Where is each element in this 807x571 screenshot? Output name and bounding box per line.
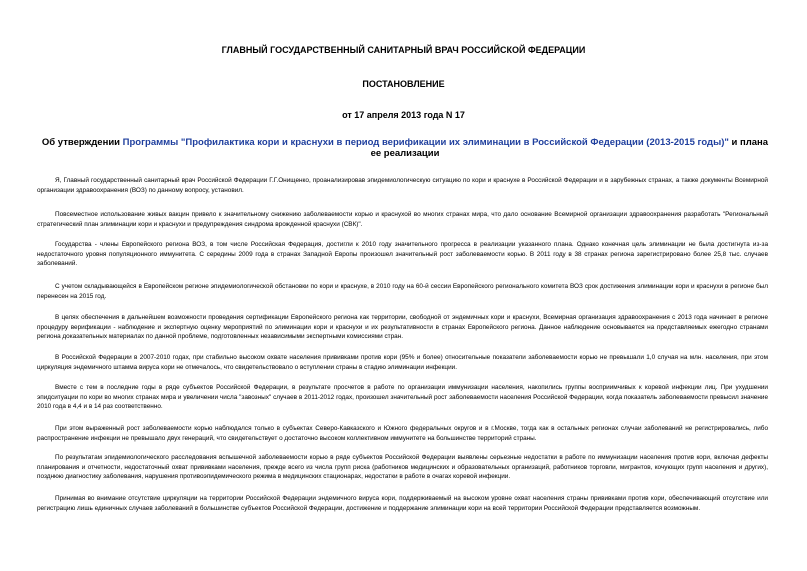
document-date-number: от 17 апреля 2013 года N 17	[342, 110, 465, 120]
document-type: ПОСТАНОВЛЕНИЕ	[362, 79, 445, 89]
title-prefix: Об утверждении	[41, 137, 123, 148]
paragraph-2: Повсеместное использование живых вакцин привело к значительному снижению заболеваемости корью и краснухой во многих странах мира, что дало основание Всемирной организации здравоохранения разработать "Региональный стратегический план элиминации кори и краснухи и предупреждения синдрома врожденной краснухи (СВК)".	[37, 211, 768, 228]
paragraph-9: По результатам эпидемиологического расследования вспышечной заболеваемости корью в ряде субъектов Российской Федерации выявлены серьезные недостатки в работе по иммунизации населения против кори, включая дефекты планирования и отчетности, недостаточный охват прививками населения, прежде всего из числа групп риска (работников медицинских и образовательных организаций, работников торговли, мигрантов, кочующих групп населения и других), позднюю диагностику заболевания, нарушения противоэпидемического режима в медицинских стационарах, недостатки в работе в очагах коревой инфекции.	[37, 454, 768, 481]
paragraph-7: Вместе с тем в последние годы в ряде субъектов Российской Федерации, в результате просчетов в работе по организации иммунизации населения, накопились группы восприимчивых к коревой инфекции лиц. При ухудшении эпидситуации по кори во многих странах мира и увеличении числа "завозных" случаев в 2011-2012 годах, произошел значительный рост заболеваемости населения Российской Федерации, когда показатель заболеваемости превысил значение 2010 года в 4,4 и в 14 раз соответственно.	[37, 384, 768, 411]
paragraph-3: Государства - члены Европейского региона ВОЗ, в том числе Российская Федерация, достигли к 2010 году значительного прогресса в реализации указанного плана. Однако конечная цель элиминации не была достигнута из-за недостаточного уровня популяционного иммунитета. С середины 2009 года в странах Западной Европы произошел значительный рост заболеваемости корью. В 2011 году в 38 странах региона зарегистрировано более 25,8 тыс. случаев заболеваний.	[37, 241, 768, 268]
paragraph-6: В Российской Федерации в 2007-2010 годах, при стабильно высоком охвате населения прививками против кори (95% и более) относительные показатели заболеваемости корью не превышали 1,0 случая на млн. населения, при этом циркуляция эндемичного штамма вируса кори не отмечалось, что свидетельствовало о вступлении страны в стадию элиминации инфекции.	[37, 354, 768, 371]
paragraph-4: С учетом складывающейся в Европейском регионе эпидемиологической обстановки по кори и краснухе, в 2010 году на 60-й сессии Европейского регионального комитета ВОЗ срок достижения элиминации кори и краснухи в регионе был перенесен на 2015 год.	[37, 283, 768, 300]
document-title	[40, 137, 770, 159]
program-link[interactable]: Программы "Профилактика кори и краснухи в период верификации их элиминации в Российской Федерации (2013-2015 годы)"	[122, 137, 729, 148]
paragraph-5: В целях обеспечения в дальнейшем возможности проведения сертификации Европейского региона как территории, свободной от эндемичных кори и краснухи, Всемирная организация здравоохранения с 2013 года начинает в регионе процедуру верификации - наблюдение и экспертную оценку мероприятий по элиминации кори и краснухи и их результативности в странах Европейского региона. Данное наблюдение основывается на представляемых ежегодно странами региона доказательных материалах по данной проблеме, подготовленных независимыми экспертными комиссиями стран.	[37, 314, 768, 341]
paragraph-8: При этом выраженный рост заболеваемости корью наблюдался только в субъектах Северо-Кавказского и Южного федеральных округов и в г.Москве, тогда как в остальных регионах случаи заболеваний не регистрировались, либо распространение инфекции не превышало двух генераций, что свидетельствует о достаточно высоком коллективном иммунитете на большинстве территорий страны.	[37, 425, 768, 442]
issuing-authority: ГЛАВНЫЙ ГОСУДАРСТВЕННЫЙ САНИТАРНЫЙ ВРАЧ РОССИЙСКОЙ ФЕДЕРАЦИИ	[221, 45, 586, 55]
paragraph-1: Я, Главный государственный санитарный врач Российской Федерации Г.Г.Онищенко, проанализировав эпидемиологическую ситуацию по кори и краснухе в Российской Федерации и в зарубежных странах, а также документы Всемирной организации здравоохранения (ВОЗ) по данному вопросу, установил.	[37, 177, 768, 194]
paragraph-10: Принимая во внимание отсутствие циркуляции на территории Российской Федерации эндемичного вируса кори, поддерживаемый на высоком уровне охват населения страны прививками против кори, обеспечивающий отсутствие или регистрацию лишь единичных случаев заболеваний в большинстве субъектов Российской Федерации, достижение и поддержание элиминации кори на всей территории Российской Федерации представляется возможным.	[37, 495, 768, 512]
title-suffix: и плана ее реализации	[370, 137, 769, 159]
